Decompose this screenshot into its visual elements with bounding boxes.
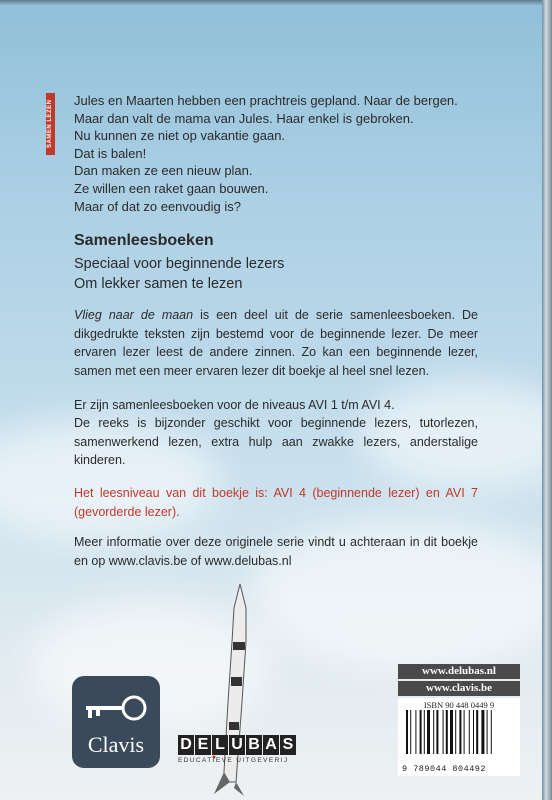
blurb-line: Dat is balen! xyxy=(74,145,147,161)
samen-lezen-tag: SAMEN LEZEN xyxy=(46,93,55,155)
delubas-letter: A xyxy=(263,735,279,755)
series-subtitle-1: Speciaal voor beginnende lezers xyxy=(74,256,285,272)
blurb-line: Nu kunnen ze niet op vakantie gaan. xyxy=(74,128,286,144)
delubas-letter: U xyxy=(229,735,245,755)
isbn-number: ISBN 90 448 0449 9 xyxy=(423,700,495,710)
spine-edge xyxy=(542,0,552,800)
series-subtitle-2: Om lekker samen te lezen xyxy=(74,276,243,292)
delubas-letter: S xyxy=(280,735,296,755)
series-description xyxy=(74,306,478,380)
blurb-line: Jules en Maarten hebben een prachtreis gepland. Naar de bergen. xyxy=(74,93,458,108)
more-info-text: Meer informatie over deze originele serie vindt u achteraan in dit boekje en op www.clavis.be of www.delubas.nl xyxy=(74,535,478,568)
clavis-url: www.clavis.be xyxy=(398,681,520,696)
blurb-line: Maar of dat zo eenvoudig is? xyxy=(74,198,241,214)
series-heading: Samenleesboeken xyxy=(74,232,214,249)
clavis-wordmark: Clavis xyxy=(87,732,145,757)
reading-level-note: Het leesniveau van dit boekje is: AVI 4 (beginnende lezer) en AVI 7 (gevorderde lezer). xyxy=(74,486,478,519)
barcode-number: 9 789044 804492 xyxy=(402,764,487,774)
blurb-line: Ze willen een raket gaan bouwen. xyxy=(74,180,269,196)
blurb-line: Dan maken ze een nieuw plan. xyxy=(74,163,253,179)
delubas-letter: B xyxy=(246,735,262,755)
blurb-text xyxy=(74,92,458,215)
delubas-logo xyxy=(178,735,316,775)
key-icon xyxy=(82,690,150,728)
blurb-line: Maar dan valt de mama van Jules. Haar enkel is gebroken. xyxy=(74,110,414,126)
isbn-block xyxy=(398,664,520,776)
delubas-letter: L xyxy=(212,735,228,755)
description-text: is een deel uit de serie samenleesboeken. De dikgedrukte teksten zijn bestemd voor de beginnende lezer. De meer ervaren lezer leest de andere zinnen. Zo kan een beginnende lezer, samen met een meer ervaren lezer dit boekje al heel snel lezen. xyxy=(74,308,478,378)
clavis-logo xyxy=(72,676,160,768)
delubas-letter: D xyxy=(178,735,194,755)
top-edge xyxy=(0,0,552,6)
target-audience-text: De reeks is bijzonder geschikt voor beginnende lezers, tutorlezen, samenwerkend lezen, extra hulp aan zwakke lezers, anderstalige kinderen. xyxy=(74,416,478,467)
barcode xyxy=(404,710,514,760)
delubas-tagline: EDUCATIEVE UITGEVERIJ xyxy=(178,757,289,764)
book-title: Vlieg naar de maan xyxy=(74,308,194,322)
barcode-panel xyxy=(398,698,520,776)
avi-levels-text: Er zijn samenleesboeken voor de niveaus AVI 1 t/m AVI 4. xyxy=(74,398,395,412)
delubas-url: www.delubas.nl xyxy=(398,664,520,679)
delubas-letter: E xyxy=(195,735,211,755)
